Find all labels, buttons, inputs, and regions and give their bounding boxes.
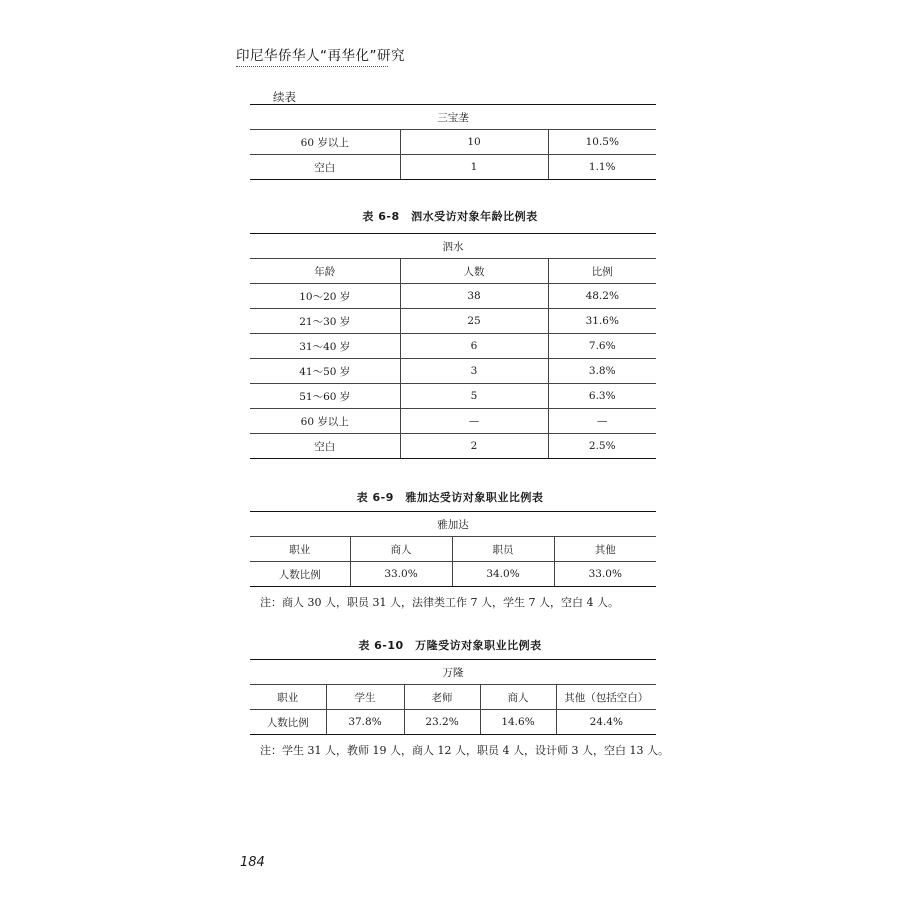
table-cell: 48.2% (548, 284, 656, 309)
table-continued-semarang (250, 104, 656, 180)
table-6-10-caption: 表 6-10 万隆受访对象职业比例表 (358, 639, 542, 652)
table-header-cell: 年龄 (250, 259, 400, 284)
table-cell: 34.0% (452, 562, 554, 587)
table-region-label: 雅加达 (250, 512, 656, 537)
table-cell: — (400, 409, 548, 434)
table-cell: 人数比例 (250, 710, 326, 735)
table-cell: — (548, 409, 656, 434)
table-region-row (250, 105, 656, 130)
table-header-cell: 其他（包括空白） (556, 685, 656, 710)
table-cell: 31～40 岁 (250, 334, 400, 359)
table-cell: 21～30 岁 (250, 309, 400, 334)
table-cell: 33.0% (554, 562, 656, 587)
table-header-cell: 职业 (250, 537, 350, 562)
continued-label: 续表 (273, 90, 296, 104)
table-header-cell: 商人 (480, 685, 556, 710)
table-cell: 5 (400, 384, 548, 409)
table-header-cell: 学生 (326, 685, 404, 710)
table-6-8 (250, 233, 656, 459)
table-cell: 空白 (250, 155, 400, 180)
table-row (250, 359, 656, 384)
table-cell: 41～50 岁 (250, 359, 400, 384)
table-6-10-note: 注：学生 31 人，教师 19 人，商人 12 人，职员 4 人，设计师 3 人，空白 13 人。 (260, 744, 669, 757)
table-row (250, 562, 656, 587)
table-cell: 60 岁以上 (250, 409, 400, 434)
table-row (250, 309, 656, 334)
table-cell: 10.5% (548, 130, 656, 155)
table-cell: 7.6% (548, 334, 656, 359)
table-row (250, 384, 656, 409)
table-cell: 25 (400, 309, 548, 334)
table-cell: 2.5% (548, 434, 656, 459)
table-row (250, 434, 656, 459)
table-cell: 6 (400, 334, 548, 359)
table-cell: 1 (400, 155, 548, 180)
table-header-cell: 比例 (548, 259, 656, 284)
table-header-cell: 老师 (404, 685, 480, 710)
table-region-label: 三宝垄 (250, 105, 656, 130)
table-6-9-caption: 表 6-9 雅加达受访对象职业比例表 (356, 491, 544, 504)
table-cell: 51～60 岁 (250, 384, 400, 409)
table-cell: 38 (400, 284, 548, 309)
table-region-row (250, 512, 656, 537)
table-cell: 10～20 岁 (250, 284, 400, 309)
table-cell: 3 (400, 359, 548, 384)
table-cell: 3.8% (548, 359, 656, 384)
table-cell: 33.0% (350, 562, 452, 587)
running-head-rule (236, 66, 388, 67)
table-row (250, 130, 656, 155)
table-cell: 14.6% (480, 710, 556, 735)
table-header-row (250, 537, 656, 562)
running-head: 印尼华侨华人“再华化”研究 (236, 48, 405, 64)
table-header-cell: 职业 (250, 685, 326, 710)
table-6-8-caption: 表 6-8 泗水受访对象年龄比例表 (362, 210, 538, 223)
table-row (250, 284, 656, 309)
table-cell: 人数比例 (250, 562, 350, 587)
table-region-label: 泗水 (250, 234, 656, 259)
table-row (250, 334, 656, 359)
table-6-9 (250, 511, 656, 587)
table-row (250, 710, 656, 735)
table-row (250, 409, 656, 434)
table-cell: 24.4% (556, 710, 656, 735)
table-cell: 60 岁以上 (250, 130, 400, 155)
table-6-10 (250, 659, 656, 735)
table-row (250, 155, 656, 180)
table-region-row (250, 660, 656, 685)
table-cell: 37.8% (326, 710, 404, 735)
table-header-cell: 职员 (452, 537, 554, 562)
table-cell: 1.1% (548, 155, 656, 180)
table-cell: 6.3% (548, 384, 656, 409)
table-region-row (250, 234, 656, 259)
table-region-label: 万隆 (250, 660, 656, 685)
table-header-row (250, 685, 656, 710)
table-header-cell: 商人 (350, 537, 452, 562)
table-cell: 10 (400, 130, 548, 155)
table-header-cell: 人数 (400, 259, 548, 284)
table-6-9-note: 注：商人 30 人，职员 31 人，法律类工作 7 人，学生 7 人，空白 4 人。 (260, 596, 619, 609)
table-cell: 23.2% (404, 710, 480, 735)
table-header-row (250, 259, 656, 284)
page-number: 184 (240, 855, 265, 870)
table-cell: 空白 (250, 434, 400, 459)
table-cell: 2 (400, 434, 548, 459)
table-cell: 31.6% (548, 309, 656, 334)
table-header-cell: 其他 (554, 537, 656, 562)
